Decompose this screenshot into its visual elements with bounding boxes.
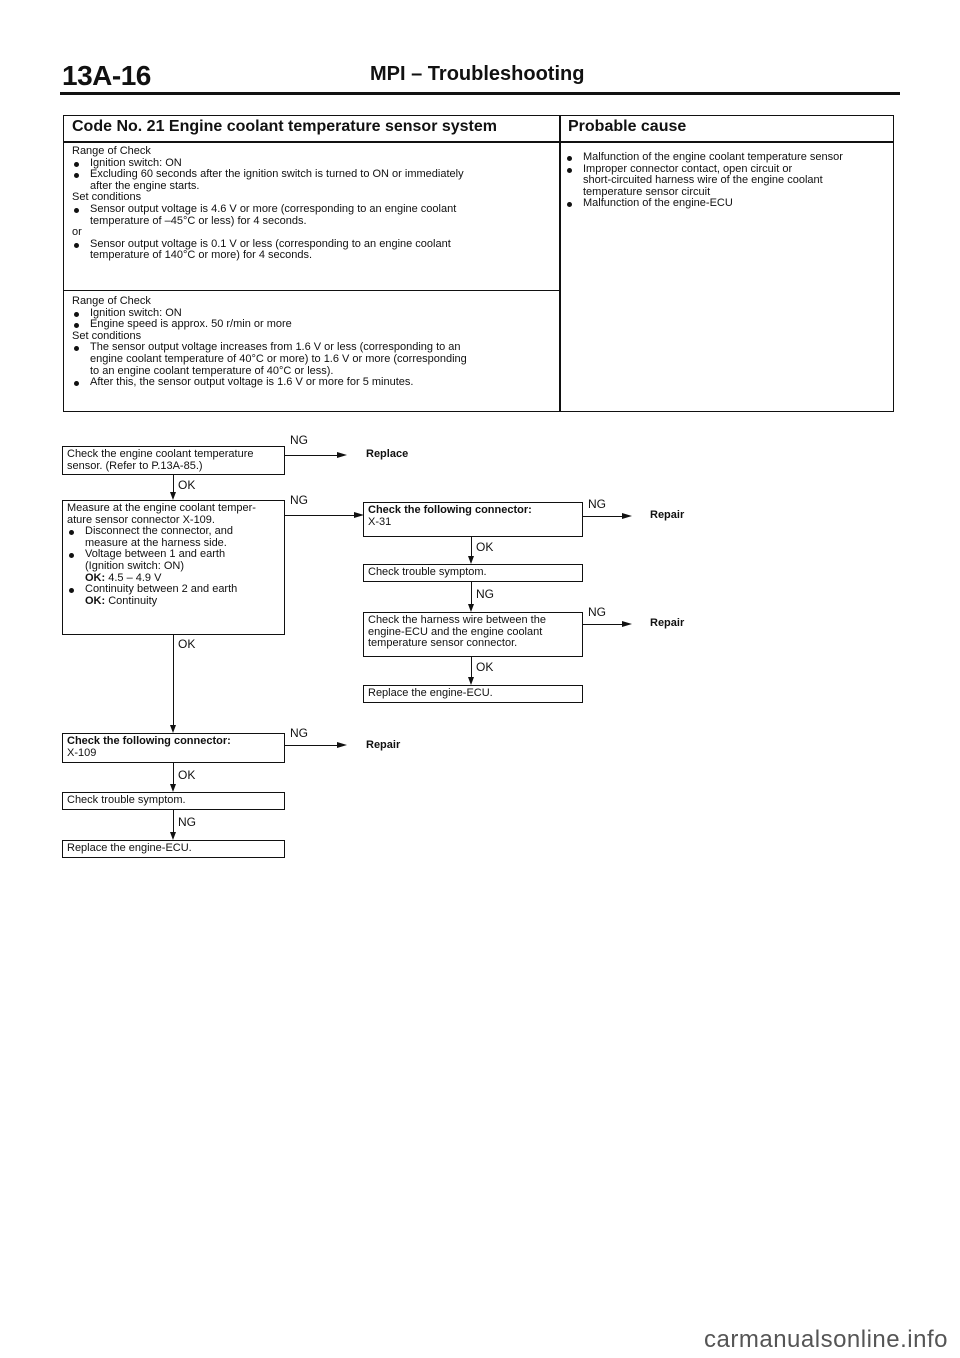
arrow-right-icon bbox=[337, 742, 347, 748]
condition-line: to an engine coolant temperature of 40°C or less). bbox=[90, 364, 334, 377]
page-number: 13A-16 bbox=[62, 60, 151, 91]
arrow-right-icon bbox=[337, 452, 347, 458]
arrow-down-icon bbox=[468, 604, 474, 612]
cause-bullet: Malfunction of the engine coolant temperature sensor bbox=[565, 152, 890, 164]
ok-criterion-voltage: OK: 4.5 – 4.9 V bbox=[85, 571, 162, 584]
condition-line: temperature of 140°C or more) for 4 seconds. bbox=[90, 249, 313, 262]
step-check-connector-x109 bbox=[62, 733, 285, 763]
condition-line: temperature of –45°C or less) for 4 seconds. bbox=[90, 214, 307, 227]
step-text: Check the engine coolant temperature bbox=[67, 448, 254, 460]
condition-bullet: Engine speed is approx. 50 r/min or more bbox=[72, 319, 556, 331]
branch-label-ng: NG bbox=[290, 493, 308, 507]
step-replace-ecu-2 bbox=[363, 685, 583, 703]
connector-line bbox=[173, 810, 174, 833]
arrow-right-icon bbox=[622, 621, 632, 627]
cause-line: temperature sensor circuit bbox=[583, 185, 711, 198]
branch-label-ng: NG bbox=[290, 726, 308, 740]
step-measure-connector bbox=[62, 500, 285, 635]
connector-line bbox=[285, 515, 355, 516]
branch-label-ok: OK bbox=[178, 637, 196, 651]
step-text: (Ignition switch: ON) bbox=[85, 559, 185, 572]
result-repair: Repair bbox=[366, 739, 401, 751]
step-bullet: Disconnect the connector, and bbox=[67, 526, 280, 538]
condition-bullet: Ignition switch: ON bbox=[72, 308, 556, 320]
condition-bullet: Sensor output voltage is 4.6 V or more (corresponding to an engine coolant bbox=[72, 204, 556, 216]
connector-line bbox=[471, 582, 472, 605]
step-text: engine-ECU and the engine coolant bbox=[368, 625, 543, 638]
arrow-down-icon bbox=[468, 556, 474, 564]
condition-line: after the engine starts. bbox=[90, 179, 200, 192]
condition-line: Range of Check bbox=[72, 295, 151, 307]
step-replace-ecu bbox=[62, 840, 285, 858]
condition-line: Range of Check bbox=[72, 145, 151, 157]
step-text: measure at the harness side. bbox=[85, 536, 227, 549]
branch-label-ok: OK bbox=[178, 478, 196, 492]
condition-line: Set conditions bbox=[72, 329, 142, 342]
check-conditions-block-2 bbox=[72, 296, 556, 389]
step-bullet: Continuity between 2 and earth bbox=[67, 584, 280, 596]
step-text: sensor. (Refer to P.13A-85.) bbox=[67, 459, 203, 472]
step-text: Replace the engine-ECU. bbox=[368, 687, 493, 699]
step-text: Check the following connector: bbox=[67, 735, 231, 747]
step-bullet: Voltage between 1 and earth bbox=[67, 549, 280, 561]
branch-label-ok: OK bbox=[476, 540, 494, 554]
condition-bullet: Excluding 60 seconds after the ignition switch is turned to ON or immediately bbox=[72, 169, 556, 181]
step-text: Check trouble symptom. bbox=[368, 566, 487, 578]
condition-bullet: After this, the sensor output voltage is 1.6 V or more for 5 minutes. bbox=[72, 377, 556, 389]
branch-label-ng: NG bbox=[476, 587, 494, 601]
condition-bullet: Sensor output voltage is 0.1 V or less (corresponding to an engine coolant bbox=[72, 239, 556, 251]
header-rule bbox=[60, 92, 900, 95]
connector-line bbox=[583, 624, 623, 625]
step-text: temperature sensor connector. bbox=[368, 637, 518, 650]
arrow-down-icon bbox=[170, 725, 176, 733]
connector-line bbox=[285, 745, 338, 746]
step-text: X-31 bbox=[368, 515, 392, 528]
condition-line: Set conditions bbox=[72, 191, 142, 204]
probable-causes-list bbox=[565, 152, 890, 210]
probable-cause-title: Probable cause bbox=[568, 118, 687, 135]
result-repair: Repair bbox=[650, 509, 685, 521]
branch-label-ng: NG bbox=[178, 815, 196, 829]
connector-line bbox=[173, 475, 174, 493]
connector-line bbox=[173, 763, 174, 785]
connector-line bbox=[173, 635, 174, 726]
branch-label-ng: NG bbox=[588, 497, 606, 511]
table-row-divider bbox=[63, 290, 560, 291]
step-text: Measure at the engine coolant temper- bbox=[67, 502, 256, 514]
result-repair: Repair bbox=[650, 617, 685, 629]
ok-criterion-continuity: OK: Continuity bbox=[85, 594, 158, 607]
cause-bullet: Malfunction of the engine-ECU bbox=[565, 198, 890, 210]
arrow-right-icon bbox=[622, 513, 632, 519]
step-check-trouble-symptom-2 bbox=[363, 564, 583, 582]
step-text: Check the following connector: bbox=[368, 504, 532, 516]
arrow-down-icon bbox=[170, 784, 176, 792]
branch-label-ok: OK bbox=[178, 768, 196, 782]
cause-line: short-circuited harness wire of the engine coolant bbox=[583, 174, 823, 187]
arrow-down-icon bbox=[170, 492, 176, 500]
branch-label-ng: NG bbox=[290, 433, 308, 447]
step-text: X-109 bbox=[67, 746, 97, 759]
step-check-trouble-symptom bbox=[62, 792, 285, 810]
step-text: Check the harness wire between the bbox=[368, 614, 546, 626]
table-column-divider bbox=[559, 115, 561, 412]
condition-bullet: Ignition switch: ON bbox=[72, 158, 556, 170]
step-text: Check trouble symptom. bbox=[67, 794, 186, 806]
condition-bullet: The sensor output voltage increases from 1.6 V or less (corresponding to an bbox=[72, 342, 556, 354]
connector-line bbox=[285, 455, 338, 456]
section-title: MPI – Troubleshooting bbox=[370, 63, 585, 85]
step-check-harness-wire bbox=[363, 612, 583, 657]
step-check-connector-x31 bbox=[363, 502, 583, 537]
arrow-down-icon bbox=[468, 677, 474, 685]
check-conditions-block-1 bbox=[72, 146, 556, 262]
connector-line bbox=[471, 657, 472, 678]
condition-line: or bbox=[72, 226, 82, 239]
branch-label-ng: NG bbox=[588, 605, 606, 619]
connector-line bbox=[583, 516, 623, 517]
watermark: carmanualsonline.info bbox=[704, 1326, 948, 1353]
table-header-divider bbox=[63, 141, 894, 143]
cause-bullet: Improper connector contact, open circuit or bbox=[565, 164, 890, 176]
code-title: Code No. 21 Engine coolant temperature sensor system bbox=[72, 118, 498, 135]
step-text: Replace the engine-ECU. bbox=[67, 842, 192, 854]
arrow-down-icon bbox=[170, 832, 176, 840]
step-text: ature sensor connector X-109. bbox=[67, 513, 215, 526]
branch-label-ok: OK bbox=[476, 660, 494, 674]
connector-line bbox=[471, 537, 472, 557]
result-replace: Replace bbox=[366, 448, 409, 460]
condition-line: engine coolant temperature of 40°C or more) to 1.6 V or more (corresponding bbox=[90, 352, 467, 365]
step-check-sensor bbox=[62, 446, 285, 475]
